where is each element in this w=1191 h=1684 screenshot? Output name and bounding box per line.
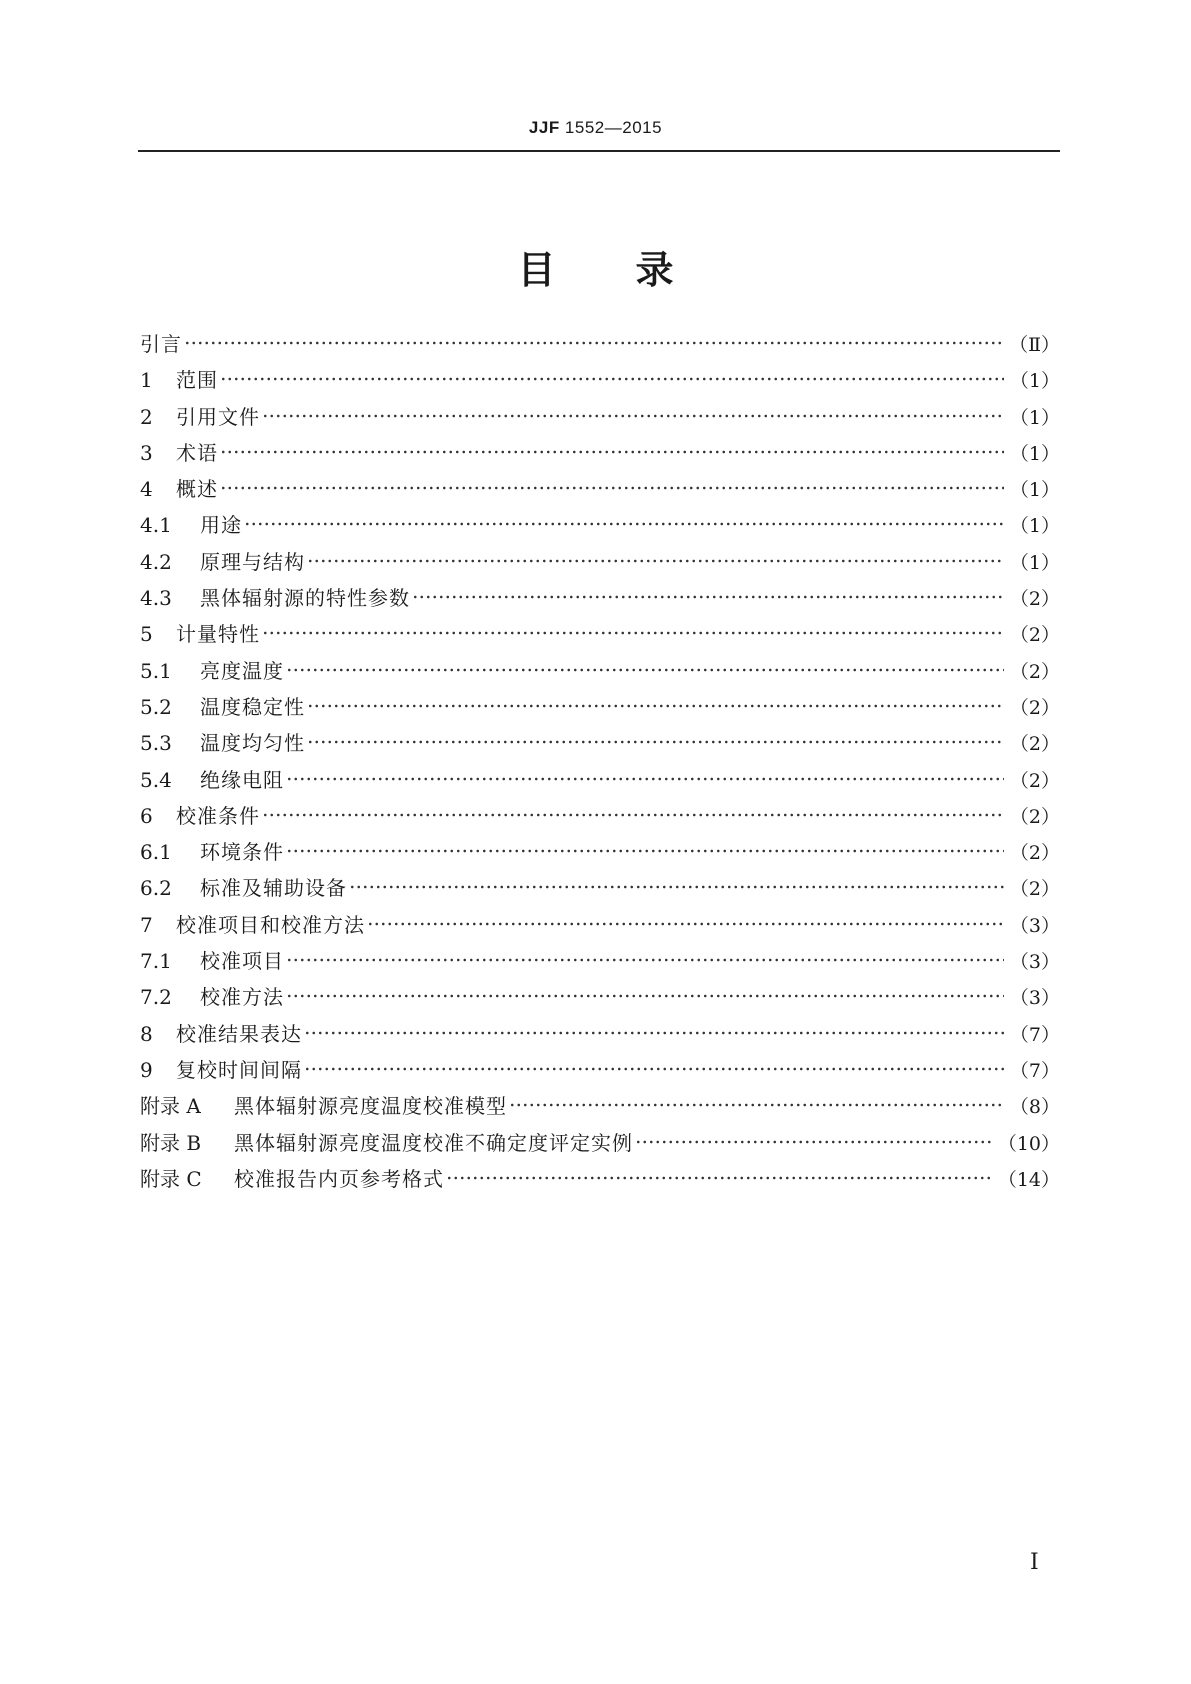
toc-entry-page: （1） (1009, 515, 1060, 538)
document-code (0, 118, 1191, 138)
toc-entry-page: （10） (997, 1132, 1060, 1155)
toc-entry-page: （1） (1009, 370, 1060, 393)
toc-entry-page: （2） (1009, 660, 1060, 683)
toc-entry[interactable] (140, 544, 1060, 580)
document-code-prefix: JJF (528, 118, 560, 137)
toc-entry-page: （2） (1009, 769, 1060, 792)
toc-entry-title: 黑体辐射源亮度温度校准不确定度评定实例 (234, 1130, 633, 1155)
toc-entry[interactable] (140, 1016, 1060, 1052)
toc-entry-title: 校准项目 (200, 949, 284, 974)
toc-entry[interactable] (140, 870, 1060, 906)
toc-dot-leader (286, 776, 1004, 782)
toc-entry-number: 7 (140, 912, 153, 937)
toc-dot-leader (262, 630, 1004, 636)
toc-entry-number: 5.1 (140, 658, 172, 683)
toc-entry-title: 温度均匀性 (200, 731, 305, 756)
document-code-number: 1552—2015 (559, 118, 663, 137)
toc-entry-title: 校准方法 (200, 985, 284, 1010)
toc-entry-number: 6 (140, 803, 153, 828)
toc-dot-leader (367, 921, 1004, 927)
toc-entry[interactable] (140, 1052, 1060, 1088)
toc-entry-title: 概述 (176, 477, 218, 502)
toc-entry-title: 校准报告内页参考格式 (234, 1166, 444, 1191)
toc-entry-number: 4.3 (140, 586, 172, 611)
toc-entry[interactable] (140, 435, 1060, 471)
toc-dot-leader (286, 848, 1004, 854)
toc-dot-leader (307, 558, 1004, 564)
toc-entry-title: 校准结果表达 (176, 1021, 302, 1046)
toc-entry[interactable] (140, 689, 1060, 725)
toc-entry-number: 1 (140, 368, 153, 393)
toc-entry[interactable] (140, 616, 1060, 652)
toc-entry-title: 绝缘电阻 (200, 767, 284, 792)
toc-entry-number: 附录 A (140, 1094, 201, 1119)
toc-entry-number: 5 (140, 622, 153, 647)
toc-entry-title: 亮度温度 (200, 658, 284, 683)
toc-entry-title: 校准条件 (176, 803, 260, 828)
toc-dot-leader (220, 485, 1004, 491)
toc-entry-title: 术语 (176, 440, 218, 465)
toc-entry-page: （1） (1009, 406, 1060, 429)
toc-entry-number: 9 (140, 1057, 153, 1082)
toc-entry-page: （7） (1009, 1023, 1060, 1046)
toc-entry-page: （1） (1009, 442, 1060, 465)
toc-entry-title: 复校时间间隔 (176, 1057, 302, 1082)
toc-entry-page: （3） (1009, 987, 1060, 1010)
toc-entry-title: 黑体辐射源亮度温度校准模型 (234, 1094, 507, 1119)
toc-entry-title: 标准及辅助设备 (200, 876, 347, 901)
toc-dot-leader (412, 594, 1004, 600)
toc-dot-leader (220, 376, 1004, 382)
toc-entry-title: 引言 (140, 332, 182, 356)
toc-dot-leader (184, 340, 1003, 346)
toc-entry-number: 3 (140, 440, 153, 465)
toc-entry-page: （1） (1009, 551, 1060, 574)
toc-entry-page: （2） (1009, 696, 1060, 719)
toc-dot-leader (286, 957, 1004, 963)
toc-dot-leader (446, 1175, 992, 1181)
toc-entry-title: 温度稳定性 (200, 694, 305, 719)
toc-entry-title: 黑体辐射源的特性参数 (200, 586, 410, 611)
toc-entry-number: 5.3 (140, 731, 172, 756)
toc-entry-page: （3） (1009, 951, 1060, 974)
toc-dot-leader (244, 521, 1004, 527)
table-of-contents (140, 326, 1060, 1197)
toc-entry-page: （3） (1009, 914, 1060, 937)
toc-entry-title: 范围 (176, 368, 218, 393)
toc-entry-number: 6.2 (140, 876, 172, 901)
toc-entry-number: 7.2 (140, 985, 172, 1010)
toc-dot-leader (307, 703, 1004, 709)
toc-entry-page: （14） (997, 1168, 1060, 1191)
toc-entry[interactable] (140, 798, 1060, 834)
toc-dot-leader (509, 1102, 1004, 1108)
toc-entry-title: 校准项目和校准方法 (176, 912, 365, 937)
toc-entry-title: 计量特性 (176, 622, 260, 647)
toc-entry[interactable] (140, 943, 1060, 979)
toc-dot-leader (349, 884, 1004, 890)
toc-dot-leader (262, 812, 1004, 818)
toc-entry-page: （7） (1009, 1059, 1060, 1082)
toc-entry-page: （2） (1009, 878, 1060, 901)
toc-entry[interactable] (140, 907, 1060, 943)
toc-dot-leader (286, 667, 1004, 673)
toc-entry-page: （1） (1009, 479, 1060, 502)
toc-entry-page: （2） (1009, 805, 1060, 828)
toc-entry[interactable] (140, 1161, 1060, 1197)
toc-entry-number: 6.1 (140, 840, 172, 865)
toc-dot-leader (220, 449, 1004, 455)
toc-entry[interactable] (140, 471, 1060, 507)
toc-entry[interactable] (140, 507, 1060, 543)
toc-dot-leader (262, 413, 1004, 419)
toc-entry-number: 8 (140, 1021, 153, 1046)
toc-entry-page: （Ⅱ） (1009, 334, 1060, 356)
toc-entry[interactable] (140, 834, 1060, 870)
toc-dot-leader (304, 1066, 1004, 1072)
page-number: Ⅰ (1030, 1550, 1039, 1575)
toc-entry[interactable] (140, 1088, 1060, 1124)
toc-entry-number: 5.4 (140, 767, 172, 792)
toc-entry-page: （2） (1009, 842, 1060, 865)
toc-dot-leader (286, 993, 1004, 999)
toc-entry-number: 5.2 (140, 694, 172, 719)
toc-entry-title: 环境条件 (200, 840, 284, 865)
toc-entry[interactable] (140, 362, 1060, 398)
toc-entry[interactable] (140, 762, 1060, 798)
toc-entry-number: 4 (140, 477, 153, 502)
header-divider (138, 150, 1060, 152)
toc-entry[interactable] (140, 725, 1060, 761)
toc-entry[interactable] (140, 399, 1060, 435)
toc-entry-title: 引用文件 (176, 404, 260, 429)
toc-entry-page: （2） (1009, 588, 1060, 611)
toc-entry[interactable] (140, 580, 1060, 616)
toc-entry-number: 2 (140, 404, 153, 429)
toc-entry-page: （2） (1009, 733, 1060, 756)
toc-entry[interactable] (140, 326, 1060, 362)
toc-entry-page: （8） (1009, 1096, 1060, 1119)
toc-entry-number: 附录 C (140, 1166, 202, 1191)
toc-entry-number: 4.2 (140, 549, 172, 574)
toc-entry[interactable] (140, 653, 1060, 689)
toc-entry-title: 原理与结构 (200, 549, 305, 574)
toc-dot-leader (304, 1030, 1004, 1036)
toc-entry-number: 附录 B (140, 1130, 202, 1155)
toc-entry-page: （2） (1009, 624, 1060, 647)
toc-entry[interactable] (140, 1125, 1060, 1161)
toc-entry[interactable] (140, 979, 1060, 1015)
toc-dot-leader (307, 739, 1004, 745)
toc-entry-title: 用途 (200, 513, 242, 538)
toc-entry-number: 7.1 (140, 949, 172, 974)
toc-entry-number: 4.1 (140, 513, 172, 538)
toc-dot-leader (635, 1139, 992, 1145)
page-title: 目录 (517, 248, 754, 292)
